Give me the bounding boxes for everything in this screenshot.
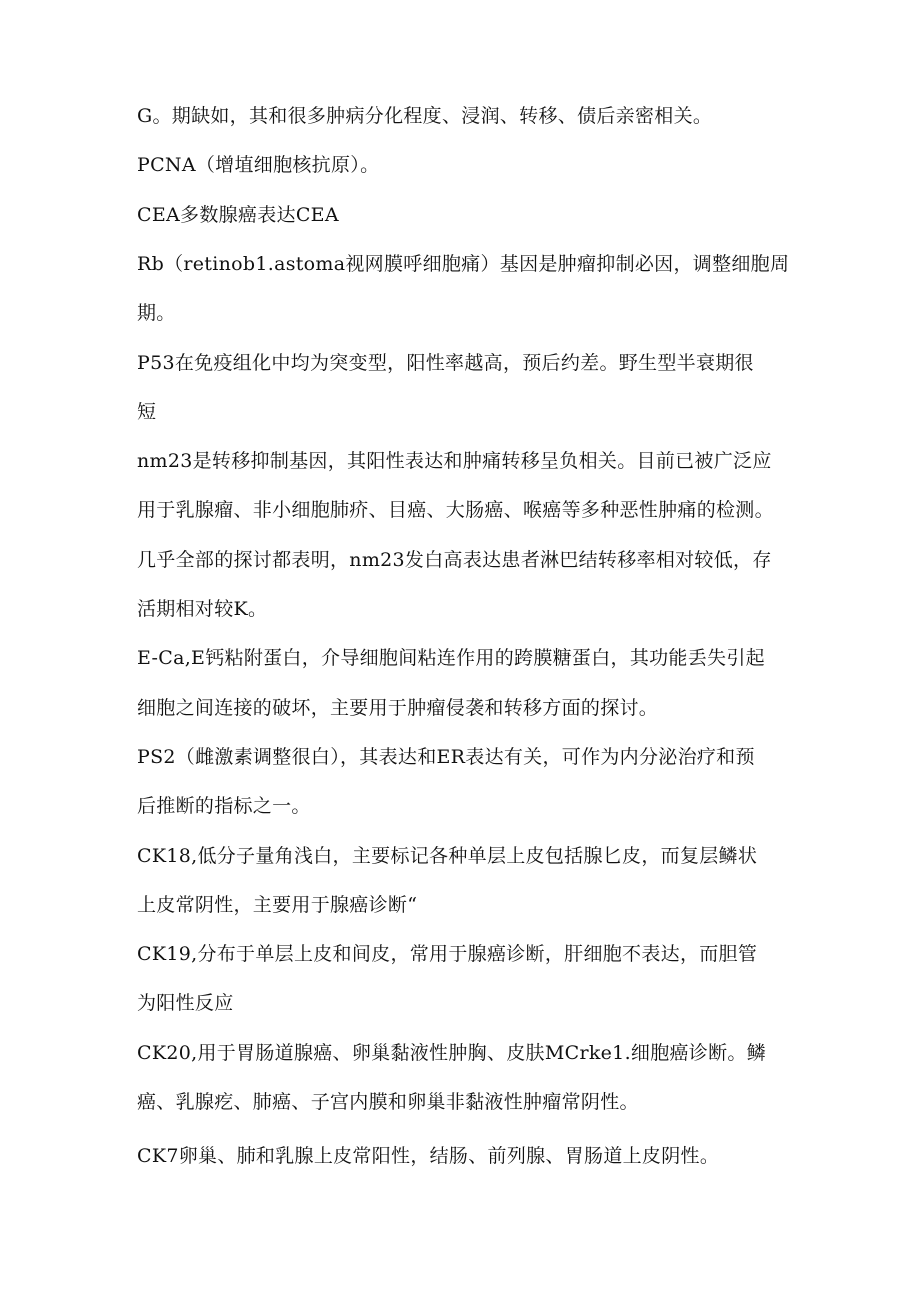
text-line: 癌、乳腺疙、肺癌、子宫内膜和卵巢非黏液性肿瘤常阴性。 (137, 1091, 639, 1113)
text-line: E-Ca,E钙粘附蛋白，介导细胞间粘连作用的跨膜糖蛋白，其功能丢失引起 (137, 647, 765, 669)
text-line: CEA多数腺癌表达CEA (137, 204, 339, 226)
text-line: CK20,用于胃肠道腺癌、卵巢黏液性肿胸、皮肤MCrke1.细胞癌诊断。鳞 (137, 1042, 767, 1064)
text-line: 后推断的指标之一。 (137, 795, 311, 817)
text-line: 几乎全部的探讨都表明，nm23发白高表达患者淋巴结转移率相对较低，存 (137, 549, 772, 571)
text-line: 短 (137, 401, 157, 423)
text-line: CK19,分布于单层上皮和间皮，常用于腺癌诊断，肝细胞不表达，而胆管 (137, 943, 758, 965)
text-line: Rb（retinob1.astoma视网膜呼细胞痛）基因是肿瘤抑制必因，调整细胞周 (137, 253, 790, 275)
text-line: CK18,低分子量角浅白，主要标记各种单层上皮包括腺匕皮，而复层鳞状 (137, 845, 758, 867)
text-line: 上皮常阴性，主要用于腺癌诊断“ (137, 894, 418, 916)
text-line: P53在免疫组化中均为突变型，阳性率越高，预后约差。野生型半衰期很 (137, 352, 754, 374)
text-line: 活期相对较K。 (137, 598, 268, 620)
text-line: PS2（雌激素调整很白），其表达和ER表达有关，可作为内分泌治疗和预 (137, 746, 755, 768)
text-line: 为阳性反应 (137, 992, 234, 1014)
text-line: 期。 (137, 302, 176, 324)
text-line: PCNA（增埴细胞核抗原）。 (137, 154, 380, 176)
text-line: 细胞之间连接的破坏，主要用于肿瘤侵袭和转移方面的探讨。 (137, 697, 659, 719)
text-line: 用于乳腺瘤、非小细胞肺疥、目癌、大肠癌、喉癌等多种恶性肿痛的检测。 (137, 499, 774, 521)
text-line: CK7卵巢、肺和乳腺上皮常阳性，结肠、前列腺、胃肠道上皮阴性。 (137, 1145, 720, 1167)
text-line: G。期缺如，其和很多肿病分化程度、浸润、转移、债后亲密相关。 (137, 105, 713, 127)
text-line: nm23是转移抑制基因，其阳性表达和肿痛转移呈负相关。目前已被广泛应 (137, 450, 772, 472)
